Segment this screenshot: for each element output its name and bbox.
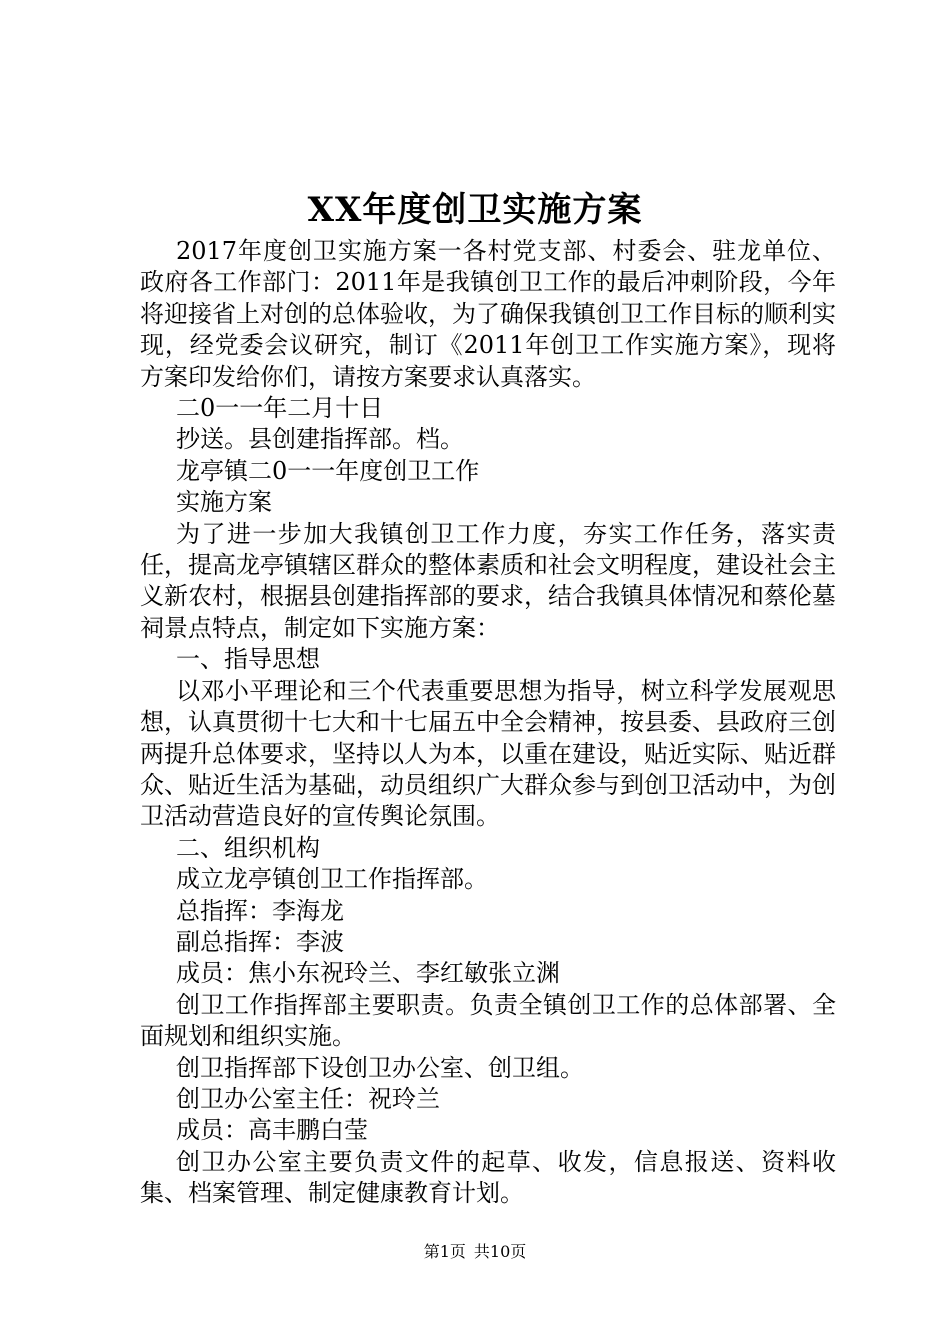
section-heading-guiding-ideology: 一、指导思想 — [176, 645, 320, 674]
document-title: XX年度创卫实施方案 — [307, 190, 643, 230]
paragraph-hq-duties: 创卫工作指挥部主要职责。负责全镇创卫工作的总体部署、全面规划和组织实施。 — [140, 990, 836, 1051]
paragraph-date: 二0一一年二月十日 — [176, 394, 384, 423]
paragraph-members: 成员：焦小东祝玲兰、李红敏张立渊 — [176, 959, 560, 988]
paragraph-deputy-commander: 副总指挥：李波 — [176, 927, 344, 956]
paragraph-cc: 抄送。县创建指挥部。档。 — [176, 425, 464, 454]
paragraph-office-members: 成员：高丰鹏白莹 — [176, 1116, 368, 1145]
document-body — [140, 236, 836, 1210]
paragraph-sub-offices: 创卫指挥部下设创卫办公室、创卫组。 — [176, 1053, 584, 1082]
paragraph-guiding-ideology: 以邓小平理论和三个代表重要思想为指导，树立科学发展观思想，认真贯彻十七大和十七届五中全会精神，按县委、县政府三创两提升总体要求，坚持以人为本，以重在建设，贴近实际、贴近群众、贴近生活为基础，动员组织广大群众参与到创卫活动中，为创卫活动营造良好的宣传舆论氛围。 — [140, 676, 836, 831]
paragraph-subtitle-line2: 实施方案 — [176, 488, 272, 517]
paragraph-office-director: 创卫办公室主任：祝玲兰 — [176, 1084, 440, 1113]
page-number-current: 第1页 — [423, 1242, 466, 1261]
paragraph-purpose: 为了进一步加大我镇创卫工作力度，夯实工作任务，落实责任，提高龙亭镇辖区群众的整体素质和社会文明程度，建设社会主义新农村，根据县创建指挥部的要求，结合我镇具体情况和蔡伦墓祠景点特点，制定如下实施方案： — [140, 519, 836, 642]
page-footer — [0, 1242, 950, 1262]
paragraph-subtitle-line1: 龙亭镇二0一一年度创卫工作 — [176, 456, 480, 485]
paragraph-office-duties: 创卫办公室主要负责文件的起草、收发，信息报送、资料收集、档案管理、制定健康教育计划。 — [140, 1147, 836, 1208]
paragraph-establish-hq: 成立龙亭镇创卫工作指挥部。 — [176, 865, 488, 894]
paragraph-intro: 2017年度创卫实施方案一各村党支部、村委会、驻龙单位、政府各工作部门：2011年是我镇创卫工作的最后冲刺阶段，今年将迎接省上对创的总体验收，为了确保我镇创卫工作目标的顺利实现，经党委会议研究，制订《2011年创卫工作实施方案》，现将方案印发给你们，请按方案要求认真落实。 — [140, 237, 836, 391]
paragraph-commander: 总指挥：李海龙 — [176, 896, 344, 925]
section-heading-organization: 二、组织机构 — [176, 833, 320, 862]
page-number-total: 共10页 — [473, 1242, 527, 1261]
